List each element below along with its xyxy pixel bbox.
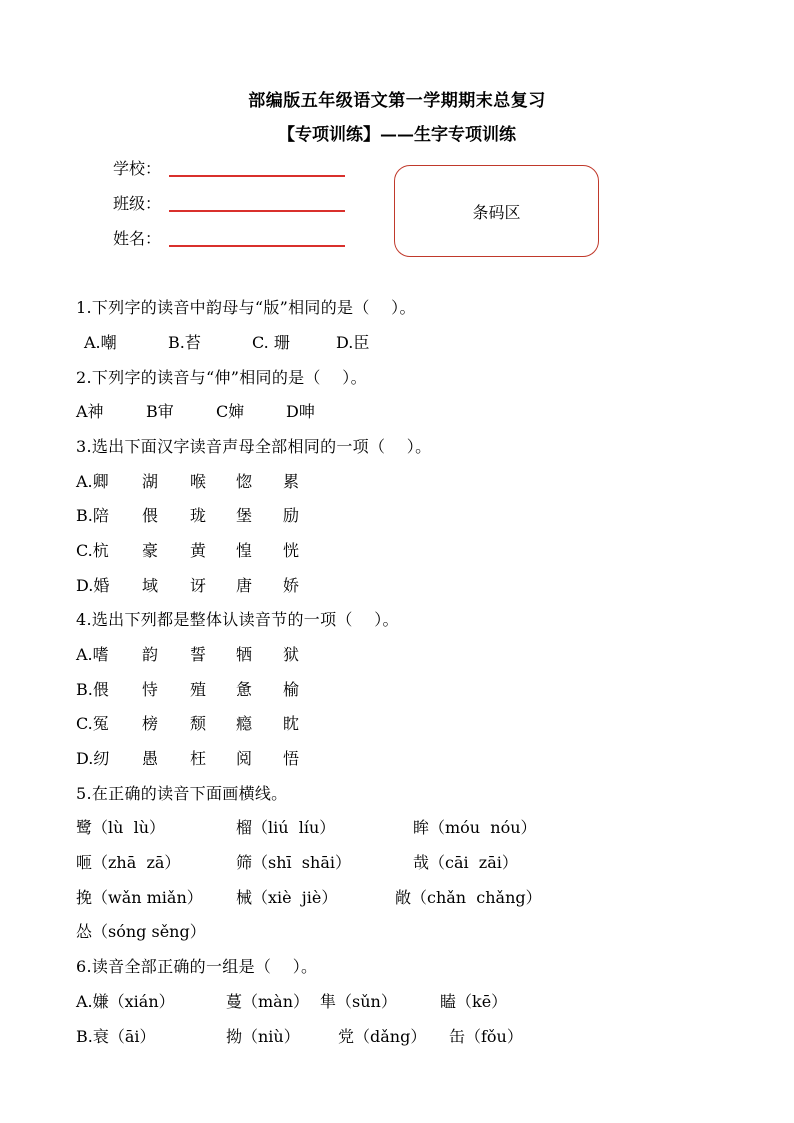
q3-d-3: 讶: [190, 576, 207, 595]
q4-a-4: 牺: [236, 645, 253, 664]
q3-b-3: 珑: [190, 506, 207, 525]
q6-item: 党（dǎng）: [338, 1027, 427, 1046]
class-label: 班级：: [113, 194, 162, 213]
school-field[interactable]: [169, 175, 345, 177]
q3-a-2: 湖: [142, 472, 159, 491]
q5-item: 眸（móu nóu）: [413, 818, 537, 837]
question-2-stem: 2.下列字的读音与“伸”相同的是（ ）。: [76, 368, 367, 387]
q3-c-3: 黄: [190, 541, 207, 560]
question-1-stem: 1.下列字的读音中韵母与“版”相同的是（ ）。: [76, 298, 416, 317]
q4-b-1: B.偎: [76, 680, 109, 699]
q3-a-5: 累: [283, 472, 300, 491]
q5-item: 械（xiè jiè）: [236, 888, 338, 907]
q1-option-a: A.嘲: [84, 333, 117, 352]
q6-item: B.衰（āi）: [76, 1027, 156, 1046]
q5-item: 敞（chǎn chǎng）: [395, 888, 542, 907]
q1-option-b: B.苔: [168, 333, 201, 352]
q4-c-3: 颓: [190, 714, 207, 733]
q5-item: 哉（cāi zāi）: [413, 853, 518, 872]
school-row: [113, 156, 345, 179]
q1-option-c: C. 珊: [252, 333, 290, 352]
q4-d-4: 阅: [236, 749, 253, 768]
q4-b-4: 惫: [236, 680, 253, 699]
q6-item: 蔓（màn）: [226, 992, 310, 1011]
q3-d-1: D.婚: [76, 576, 110, 595]
q3-c-2: 豪: [142, 541, 159, 560]
q4-c-2: 榜: [142, 714, 159, 733]
q4-d-1: D.纫: [76, 749, 110, 768]
page-title: 部编版五年级语文第一学期期末总复习: [248, 91, 546, 111]
q4-c-4: 瘾: [236, 714, 253, 733]
q3-b-4: 堡: [236, 506, 253, 525]
q5-item: 榴（liú líu）: [236, 818, 336, 837]
barcode-area: [394, 165, 599, 257]
q4-d-2: 愚: [142, 749, 159, 768]
q2-option-d: D呻: [286, 402, 315, 421]
q5-item: 挽（wǎn miǎn）: [76, 888, 203, 907]
q4-c-1: C.冤: [76, 714, 109, 733]
q4-d-3: 枉: [190, 749, 207, 768]
q5-item: 咂（zhā zā）: [76, 853, 181, 872]
q4-b-2: 恃: [142, 680, 159, 699]
q4-b-5: 榆: [283, 680, 300, 699]
q3-c-4: 惶: [236, 541, 253, 560]
q3-d-4: 唐: [236, 576, 253, 595]
name-field[interactable]: [169, 245, 345, 247]
q6-item: 拗（niù）: [226, 1027, 300, 1046]
q3-b-5: 励: [283, 506, 300, 525]
q3-a-4: 惚: [236, 472, 253, 491]
q4-a-5: 狱: [283, 645, 300, 664]
question-4-stem: 4.选出下列都是整体认读音节的一项（ ）。: [76, 610, 399, 629]
q3-c-1: C.杭: [76, 541, 109, 560]
q5-item: 鹭（lù lù）: [76, 818, 166, 837]
barcode-label: 条码区: [472, 202, 521, 222]
q3-a-1: A.卿: [76, 472, 109, 491]
q4-a-2: 韵: [142, 645, 159, 664]
q6-item: A.嫌（xián）: [76, 992, 175, 1011]
q2-option-b: B审: [146, 402, 174, 421]
q5-item: 怂（sóng sěng）: [76, 922, 206, 941]
q3-b-2: 偎: [142, 506, 159, 525]
q2-option-a: A神: [76, 402, 104, 421]
question-3-stem: 3.选出下面汉字读音声母全部相同的一项（ ）。: [76, 437, 432, 456]
q4-b-3: 殖: [190, 680, 207, 699]
q6-item: 隼（sǔn）: [320, 992, 397, 1011]
q6-item: 瞌（kē）: [440, 992, 508, 1011]
q1-option-d: D.臣: [336, 333, 370, 352]
q4-d-5: 悟: [283, 749, 300, 768]
q2-option-c: C婶: [216, 402, 245, 421]
q3-a-3: 喉: [190, 472, 207, 491]
name-row: [113, 226, 345, 249]
q4-a-3: 誓: [190, 645, 207, 664]
class-row: [113, 191, 345, 214]
q3-d-2: 域: [142, 576, 159, 595]
name-label: 姓名：: [113, 229, 162, 248]
q3-d-5: 娇: [283, 576, 300, 595]
q4-a-1: A.嗜: [76, 645, 109, 664]
question-6-stem: 6.读音全部正确的一组是（ ）。: [76, 957, 318, 976]
question-5-stem: 5.在正确的读音下面画横线。: [76, 784, 288, 803]
class-field[interactable]: [169, 210, 345, 212]
q3-b-1: B.陪: [76, 506, 109, 525]
page-subtitle: 【专项训练】——生字专项训练: [278, 125, 516, 145]
school-label: 学校：: [113, 159, 162, 178]
q3-c-5: 恍: [283, 541, 300, 560]
q5-item: 筛（shī shāi）: [236, 853, 351, 872]
q4-c-5: 眈: [283, 714, 300, 733]
q6-item: 缶（fǒu）: [449, 1027, 523, 1046]
